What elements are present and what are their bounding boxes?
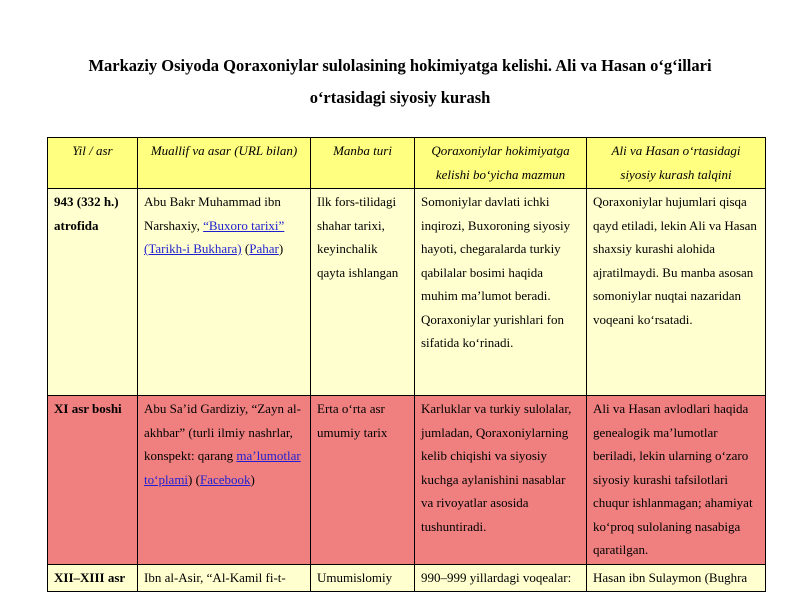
cell-year: 943 (332 h.) atrofida	[48, 189, 138, 396]
cell-year: XII–XIII asr	[48, 564, 138, 592]
header-content: Qoraxoniylar hokimiyatga kelishi bo‘yicha mazmun	[415, 138, 587, 189]
author-separator: ) (	[188, 471, 200, 487]
header-interpretation: Ali va Hasan o‘rtasidagi siyosiy kurash talqini	[587, 138, 766, 189]
source-link[interactable]: ma’lumotlar to‘plami	[144, 448, 301, 487]
table-row	[48, 564, 766, 592]
document-title	[60, 50, 740, 114]
cell-type: Erta o‘rta asr umumiy tarix	[311, 396, 415, 565]
cell-interpretation: Hasan ibn Sulaymon (Bughra	[587, 564, 766, 592]
cell-interpretation: Ali va Hasan avlodlari haqida genealogik ma’lumotlar beriladi, lekin ularning o‘zaro siyosiy kurashi tafsilotlari chuqur ishlanmagan; ahamiyat ko‘proq sulolaning nasabiga qaratilgan.	[587, 396, 766, 565]
author-text: Abu Bakr Muhammad ibn Narshaxiy,	[144, 194, 281, 233]
cell-content: Somoniylar davlati ichki inqirozi, Buxoroning siyosiy hayoti, chegaralarda turkiy qabilalar bosimi haqida muhim ma’lumot beradi. Qoraxoniylar yurishlari fon sifatida ko‘rinadi.	[415, 189, 587, 396]
title-line-2: o‘rtasidagi siyosiy kurash	[309, 88, 491, 107]
cell-author: Ibn al-Asir, “Al-Kamil fi-t-	[138, 564, 311, 592]
cell-interpretation: Qoraxoniylar hujumlari qisqa qayd etiladi, lekin Ali va Hasan shaxsiy kurashi alohida ajratilmaydi. Bu manba asosan somoniylar nuqtai nazaridan voqeani ko‘rsatadi.	[587, 189, 766, 396]
cell-year: XI asr boshi	[48, 396, 138, 565]
cell-author	[138, 396, 311, 565]
header-year: Yil / asr	[48, 138, 138, 189]
cell-type: Umumislomiy	[311, 564, 415, 592]
table-header-row	[48, 138, 766, 189]
source-link[interactable]: Pahar	[249, 241, 279, 256]
cell-content: 990–999 yillardagi voqealar:	[415, 564, 587, 592]
cell-type: Ilk fors-tilidagi shahar tarixi, keyinchalik qayta ishlangan	[311, 189, 415, 396]
source-link[interactable]: “Buxoro tarixi” (Tarikh-i Bukhara)	[144, 217, 285, 256]
author-separator: )	[250, 471, 255, 487]
header-author: Muallif va asar (URL bilan)	[138, 138, 311, 189]
cell-author	[138, 189, 311, 396]
author-separator: (	[241, 241, 250, 256]
sources-table	[47, 137, 766, 592]
table-row	[48, 189, 766, 396]
table-row	[48, 396, 766, 565]
header-type: Manba turi	[311, 138, 415, 189]
author-separator: )	[278, 241, 284, 256]
cell-content: Karluklar va turkiy sulolalar, jumladan, Qoraxoniylarning kelib chiqishi va siyosiy kuchga aylanishini nasablar va rivoyatlar asosida tushuntiradi.	[415, 396, 587, 565]
title-line-1: Markaziy Osiyoda Qoraxoniylar sulolasining hokimiyatga kelishi. Ali va Hasan o‘g‘illari	[88, 56, 712, 75]
source-link[interactable]: Facebook	[199, 471, 251, 487]
author-text: Abu Sa’id Gardiziy, “Zayn al-akhbar” (turli ilmiy nashrlar, konspekt: qarang	[144, 401, 301, 463]
